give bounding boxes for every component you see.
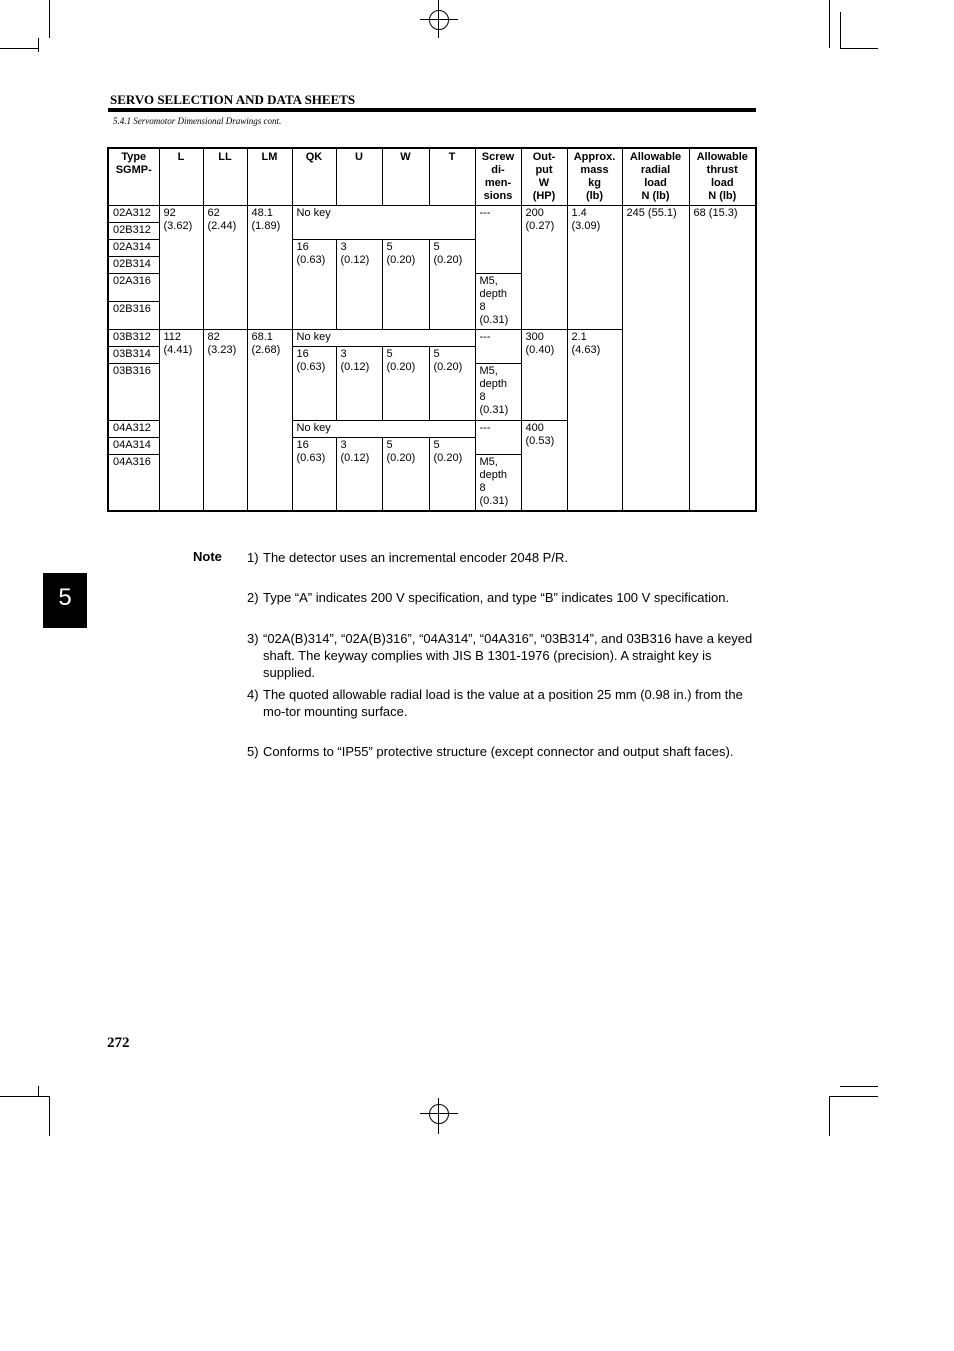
- crop-mark: [38, 1086, 39, 1096]
- screw-cell: ---: [475, 330, 521, 364]
- header-screw: Screw di- men- sions: [475, 148, 521, 206]
- note-number: 2): [247, 590, 259, 605]
- w-cell: 5 (0.20): [382, 438, 429, 511]
- page-number: 272: [107, 1035, 130, 1051]
- screw-cell: M5, depth 8 (0.31): [475, 455, 521, 511]
- header-lm: LM: [247, 148, 292, 206]
- type-cell: 02B312: [108, 223, 159, 240]
- radial-load-cell: 245 (55.1): [622, 206, 689, 511]
- lm-cell: 68.1 (2.68): [247, 330, 292, 511]
- type-cell: 02B316: [108, 302, 159, 330]
- header-thrust: Allowable thrust load N (lb): [689, 148, 756, 206]
- section-title: SERVO SELECTION AND DATA SHEETS: [110, 92, 356, 107]
- registration-mark: [429, 1104, 449, 1124]
- note-number: 1): [247, 550, 259, 565]
- u-cell: 3 (0.12): [336, 347, 382, 421]
- qk-cell: 16 (0.63): [292, 438, 336, 511]
- header-t: T: [429, 148, 475, 206]
- type-cell: 02A314: [108, 240, 159, 257]
- crop-mark: [0, 48, 38, 49]
- type-cell: 04A312: [108, 421, 159, 438]
- ll-cell: 62 (2.44): [203, 206, 247, 330]
- note-number: 5): [247, 744, 259, 759]
- screw-cell: ---: [475, 206, 521, 274]
- no-key-cell: No key: [292, 421, 475, 438]
- header-output: Out- put W (HP): [521, 148, 567, 206]
- note-text: Conforms to “IP55” protective structure (except connector and output shaft faces).: [263, 744, 734, 759]
- type-cell: 03B314: [108, 347, 159, 364]
- qk-cell: 16 (0.63): [292, 347, 336, 421]
- qk-cell: 16 (0.63): [292, 240, 336, 330]
- type-cell: 02A316: [108, 274, 159, 302]
- no-key-cell: No key: [292, 206, 475, 240]
- note-item: [247, 686, 757, 720]
- registration-mark: [438, 0, 439, 38]
- crop-mark: [840, 12, 841, 48]
- crop-mark: [38, 38, 39, 52]
- registration-mark: [438, 1098, 439, 1134]
- t-cell: 5 (0.20): [429, 347, 475, 421]
- l-cell: 92 (3.62): [159, 206, 203, 330]
- type-cell: 04A314: [108, 438, 159, 455]
- header-qk: QK: [292, 148, 336, 206]
- output-cell: 400 (0.53): [521, 421, 567, 511]
- note-number: 3): [247, 631, 259, 646]
- crop-mark: [49, 1096, 50, 1136]
- crop-mark: [840, 1086, 878, 1087]
- note-text: The detector uses an incremental encoder 2048 P/R.: [263, 550, 568, 565]
- type-cell: 04A316: [108, 455, 159, 511]
- thrust-load-cell: 68 (15.3): [689, 206, 756, 511]
- crop-mark: [840, 48, 878, 49]
- w-cell: 5 (0.20): [382, 240, 429, 330]
- screw-cell: ---: [475, 421, 521, 455]
- header-l: L: [159, 148, 203, 206]
- no-key-cell: No key: [292, 330, 475, 347]
- subsection-title: 5.4.1 Servomotor Dimensional Drawings cont.: [113, 116, 282, 126]
- note-text: The quoted allowable radial load is the value at a position 25 mm (0.98 in.) from the mo-tor mounting surface.: [263, 687, 743, 719]
- header-radial: Allowable radial load N (lb): [622, 148, 689, 206]
- t-cell: 5 (0.20): [429, 438, 475, 511]
- header-type: Type SGMP-: [108, 148, 159, 206]
- note-item: [247, 589, 757, 606]
- header-u: U: [336, 148, 382, 206]
- note-item: [247, 630, 757, 681]
- crop-mark: [49, 0, 50, 38]
- table-row: [108, 206, 756, 223]
- note-text: Type “A” indicates 200 V specification, and type “B” indicates 100 V specification.: [263, 590, 730, 605]
- screw-cell: M5, depth 8 (0.31): [475, 274, 521, 330]
- crop-mark: [0, 1096, 50, 1097]
- w-cell: 5 (0.20): [382, 347, 429, 421]
- ll-cell: 82 (3.23): [203, 330, 247, 511]
- note-item: [247, 549, 757, 566]
- header-mass: Approx. mass kg (lb): [567, 148, 622, 206]
- registration-mark: [420, 1113, 458, 1114]
- dimension-table: [107, 147, 757, 512]
- registration-mark: [429, 10, 449, 30]
- output-cell: 200 (0.27): [521, 206, 567, 330]
- note-label: Note: [193, 549, 222, 564]
- header-ll: LL: [203, 148, 247, 206]
- t-cell: 5 (0.20): [429, 240, 475, 330]
- lm-cell: 48.1 (1.89): [247, 206, 292, 330]
- l-cell: 112 (4.41): [159, 330, 203, 511]
- header-rule: [108, 108, 756, 112]
- header-w: W: [382, 148, 429, 206]
- type-cell: 03B312: [108, 330, 159, 347]
- u-cell: 3 (0.12): [336, 240, 382, 330]
- crop-mark: [829, 1096, 878, 1097]
- type-cell: 02B314: [108, 257, 159, 274]
- type-cell: 02A312: [108, 206, 159, 223]
- output-cell: 300 (0.40): [521, 330, 567, 421]
- note-number: 4): [247, 687, 259, 702]
- note-item: [247, 743, 757, 760]
- chapter-tab: 5: [43, 573, 87, 628]
- type-cell: 03B316: [108, 364, 159, 421]
- mass-cell: 1.4 (3.09): [567, 206, 622, 330]
- note-text: “02A(B)314”, “02A(B)316”, “04A314”, “04A316”, “03B314”, and 03B316 have a keyed shaft. The keyway complies with JIS B 1301-1976 (precision). A straight key is supplied.: [263, 631, 753, 680]
- crop-mark: [829, 0, 830, 48]
- crop-mark: [829, 1096, 830, 1136]
- u-cell: 3 (0.12): [336, 438, 382, 511]
- registration-mark: [420, 19, 458, 20]
- mass-cell: 2.1 (4.63): [567, 330, 622, 511]
- screw-cell: M5, depth 8 (0.31): [475, 364, 521, 421]
